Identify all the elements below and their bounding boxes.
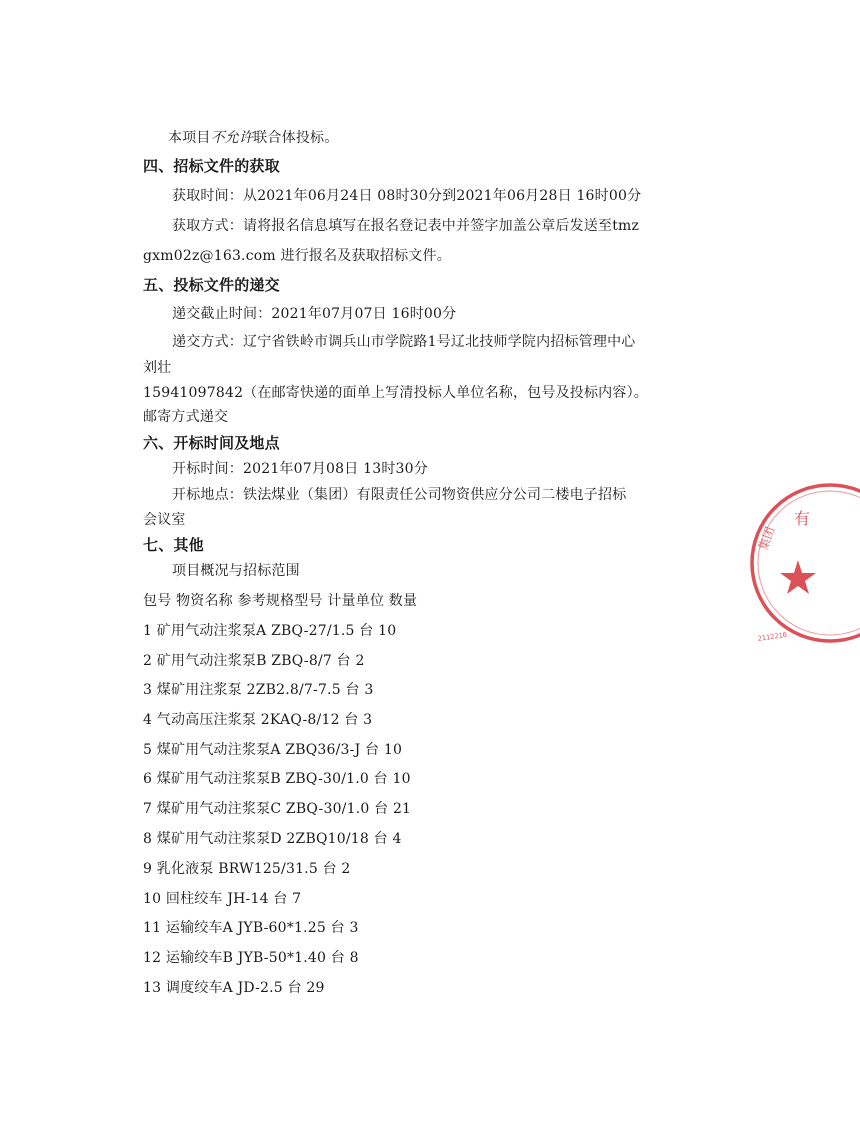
acquisition-time: 获取时间：从2021年06月24日 08时30分到2021年06月28日 16时00分 <box>172 188 642 204</box>
submission-method-line-1: 递交方式：辽宁省铁岭市调兵山市学院路1号辽北技师学院内招标管理中心 <box>172 334 636 350</box>
acquisition-method-line-1: 获取方式：请将报名信息填写在报名登记表中并签字加盖公章后发送至tmz <box>172 218 640 234</box>
opening-place-line-2: 会议室 <box>143 512 186 528</box>
table-row: 6 煤矿用气动注浆泵B ZBQ-30/1.0 台 10 <box>143 771 411 787</box>
submission-method-line-2: 刘壮 <box>143 360 172 376</box>
table-row: 12 运输绞车B JYB-50*1.40 台 8 <box>143 950 359 966</box>
table-row: 13 调度绞车A JD-2.5 台 29 <box>143 980 325 996</box>
table-row: 10 回柱绞车 JH-14 台 7 <box>143 891 302 907</box>
table-row: 11 运输绞车A JYB-60*1.25 台 3 <box>143 920 359 936</box>
intro-text-3: 联合体投标。 <box>253 130 339 146</box>
seal-star <box>780 560 816 594</box>
table-row: 1 矿用气动注浆泵A ZBQ-27/1.5 台 10 <box>143 623 397 639</box>
submission-method-line-4: 邮寄方式递交 <box>143 409 229 425</box>
table-row: 5 煤矿用气动注浆泵A ZBQ36/3-J 台 10 <box>143 742 403 758</box>
submission-deadline: 递交截止时间：2021年07月07日 16时00分 <box>172 306 457 322</box>
section-4-heading: 四、招标文件的获取 <box>143 157 280 175</box>
acquisition-method-line-2: gxm02z@163.com 进行报名及获取招标文件。 <box>143 248 451 264</box>
intro-text-1: 本项目 <box>168 130 211 146</box>
project-overview-label: 项目概况与招标范围 <box>172 563 300 579</box>
seal-text-side: 集团 <box>756 524 778 553</box>
seal-text-top: 有 <box>794 509 811 528</box>
table-row: 8 煤矿用气动注浆泵D 2ZBQ10/18 台 4 <box>143 831 402 847</box>
table-row: 3 煤矿用注浆泵 2ZB2.8/7-7.5 台 3 <box>143 682 374 698</box>
opening-place-line-1: 开标地点：铁法煤业（集团）有限责任公司物资供应分公司二楼电子招标 <box>172 487 627 503</box>
intro-line <box>168 128 338 148</box>
official-seal <box>750 478 860 648</box>
intro-text-2: 不允许 <box>210 130 254 146</box>
submission-method-line-3: 15941097842（在邮寄快递的面单上写清投标人单位名称，包号及投标内容）。 <box>143 385 648 401</box>
table-row: 4 气动高压注浆泵 2KAQ-8/12 台 3 <box>143 712 373 728</box>
table-row: 7 煤矿用气动注浆泵C ZBQ-30/1.0 台 21 <box>143 801 412 817</box>
section-5-heading: 五、投标文件的递交 <box>143 276 280 294</box>
section-6-heading: 六、开标时间及地点 <box>143 434 280 452</box>
seal-serial: 2112210 <box>757 630 788 643</box>
table-row: 9 乳化液泵 BRW125/31.5 台 2 <box>143 861 351 877</box>
table-header: 包号 物资名称 参考规格型号 计量单位 数量 <box>143 593 418 609</box>
section-7-heading: 七、其他 <box>143 536 204 554</box>
opening-time: 开标时间：2021年07月08日 13时30分 <box>172 461 428 477</box>
table-row: 2 矿用气动注浆泵B ZBQ-8/7 台 2 <box>143 653 365 669</box>
